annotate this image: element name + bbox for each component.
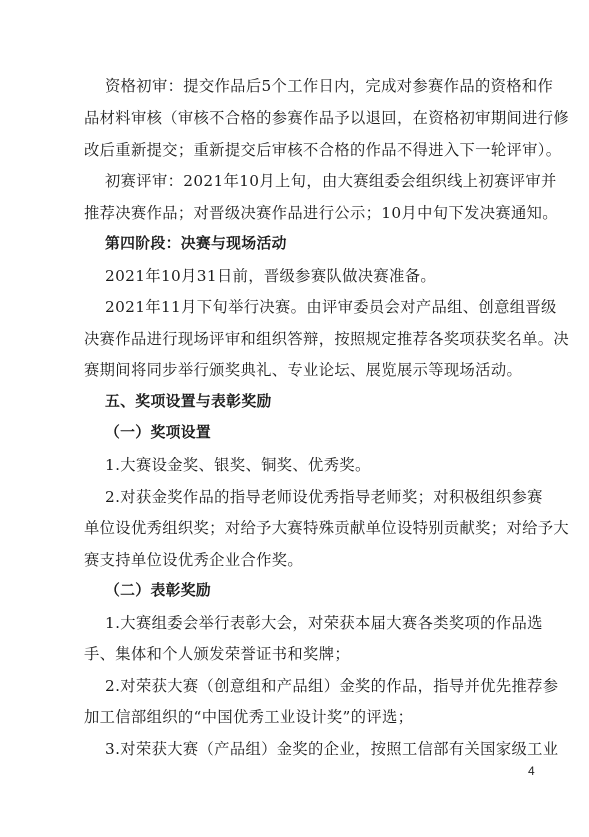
subsection-heading: （二）表彰奖励 (105, 582, 212, 599)
text-line: 改后重新提交；重新提交后审核不合格的作品不得进入下一轮评审）。 (84, 141, 562, 159)
page-number: 4 (528, 764, 535, 778)
text-line: 资格初审：提交作品后5个工作日内，完成对参赛作品的资格和作 (105, 77, 554, 95)
text-line: 初赛评审：2021年10月上旬，由大赛组委会组织线上初赛评审并 (105, 172, 557, 190)
text-line: 手、集体和个人颁发荣誉证书和奖牌； (84, 645, 350, 663)
text-line: 推荐决赛作品；对晋级决赛作品进行公示；10月中旬下发决赛通知。 (84, 204, 558, 222)
text-line: 单位设优秀组织奖；对给予大赛特殊贡献单位设特别贡献奖；对给予大 (84, 519, 570, 537)
text-line: 3.对荣获大赛（产品组）金奖的企业，按照工信部有关国家级工业 (105, 740, 559, 758)
text-line: 1.大赛组委会举行表彰大会，对荣获本届大赛各类奖项的作品选 (105, 614, 543, 632)
text-line: 赛支持单位设优秀企业合作奖。 (84, 551, 304, 569)
text-line: 2.对获金奖作品的指导老师设优秀指导老师奖；对积极组织参赛 (105, 488, 543, 506)
text-line: 赛期间将同步举行颁奖典礼、专业论坛、展览展示等现场活动。 (84, 361, 523, 379)
section-heading: 第四阶段：决赛与现场活动 (105, 235, 287, 252)
section-heading: 五、奖项设置与表彰奖励 (105, 393, 272, 410)
subsection-heading: （一）奖项设置 (105, 424, 212, 441)
text-line: 2.对荣获大赛（创意组和产品组）金奖的作品，指导并优先推荐参 (105, 677, 559, 695)
text-line: 品材料审核（审核不合格的参赛作品予以退回，在资格初审期间进行修 (84, 109, 570, 127)
text-line: 2021年10月31日前，晋级参赛队做决赛准备。 (105, 267, 437, 285)
text-line: 2021年11月下旬举行决赛。由评审委员会对产品组、创意组晋级 (105, 298, 557, 316)
text-line: 1.大赛设金奖、银奖、铜奖、优秀奖。 (105, 456, 371, 474)
text-line: 加工信部组织的“中国优秀工业设计奖”的评选； (84, 708, 414, 726)
text-line: 决赛作品进行现场评审和组织答辩，按照规定推荐各奖项获奖名单。决 (84, 330, 570, 348)
